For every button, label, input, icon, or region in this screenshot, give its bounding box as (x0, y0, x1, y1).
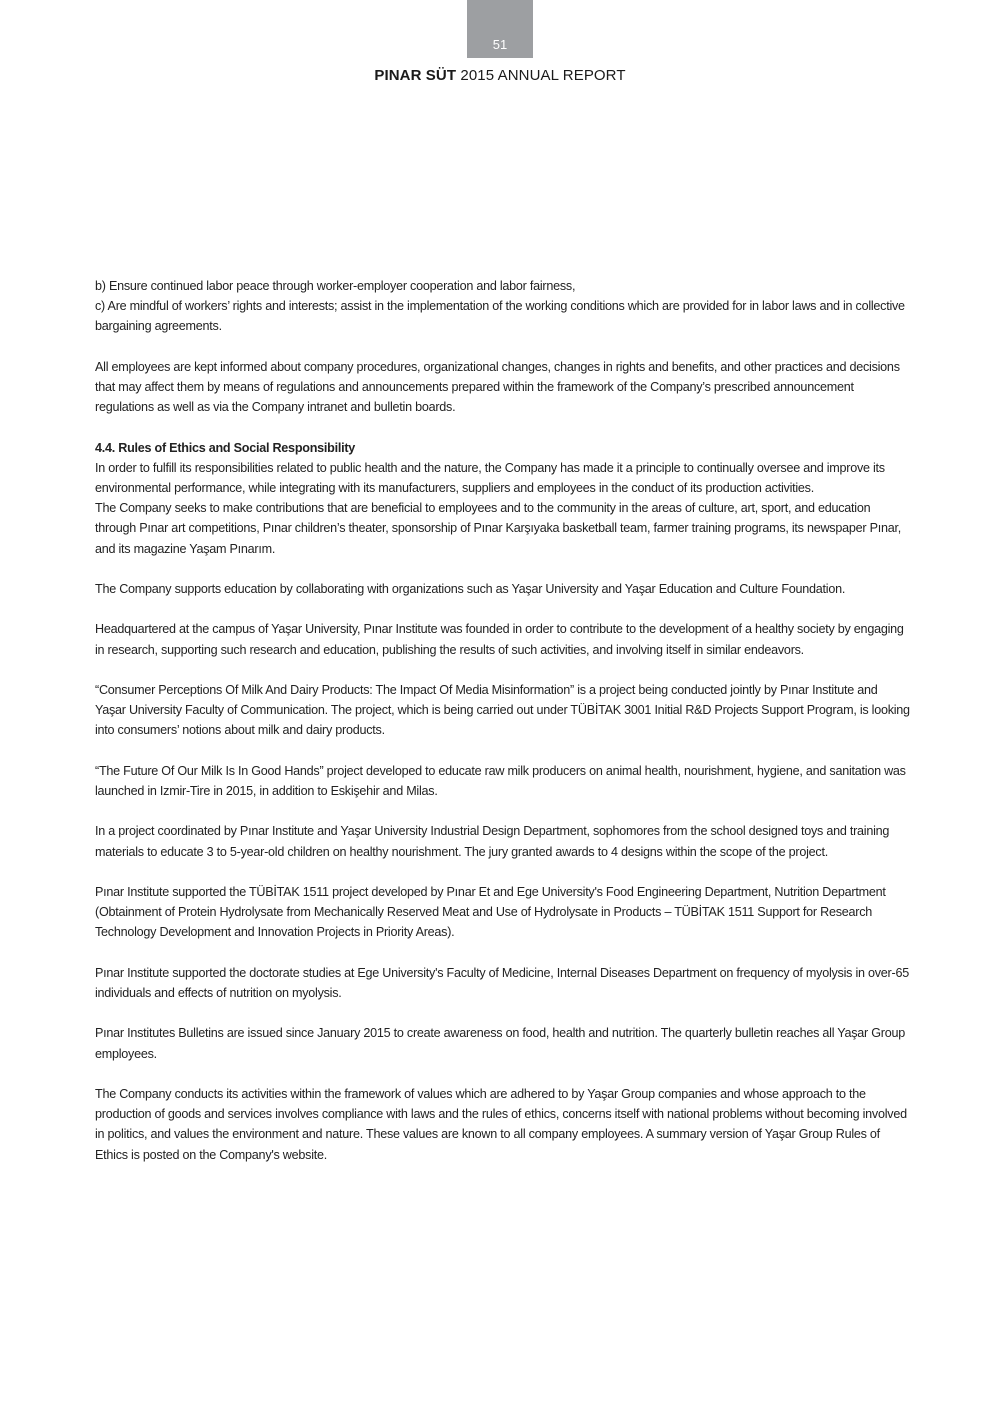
paragraph-design-project: In a project coordinated by Pınar Institute and Yaşar University Industrial Design Department, sophomores from the school designed toys and training materials to educate 3 to 5-year-old children on healthy nourishment. The jury granted awards to 4 designs within the scope of the project. (95, 824, 890, 859)
paragraph-environment: In order to fulfill its responsibilities related to public health and the nature, the Company has made it a principle to continually oversee and improve its environmental performance, while integrating with its manufacturers, suppliers and employees in the conduct of its production activities. (95, 460, 885, 495)
page-number: 51 (492, 37, 508, 52)
paragraph-doctorate: Pınar Institute supported the doctorate studies at Ege University's Faculty of Medicine, Internal Diseases Department on frequency of myolysis in over-65 individuals and effects of nutrition on myolysis. (95, 965, 909, 1000)
paragraph-item-b: b) Ensure continued labor peace through worker-employer cooperation and labor fairness, (95, 279, 576, 293)
paragraph-tubitak: Pınar Institute supported the TÜBİTAK 1511 project developed by Pınar Et and Ege University's Food Engineering Department, Nutrition Department (Obtainment of Protein Hydrolysate from Mechanically Reserved Meat and Use of Hydrolysate in Products – TÜBİTAK 1511 Support for Research Technology Development and Innovation Projects in Priority Areas). (95, 884, 886, 940)
document-body (95, 276, 910, 1185)
page-number-tab (467, 0, 533, 58)
paragraph-employee-information: All employees are kept informed about company procedures, organizational changes, changes in rights and benefits, and other practices and decisions that may affect them by means of regulations and announcements prepared within the framework of the Company’s prescribed announcement regulations as well as via the Company intranet and bulletin boards. (95, 359, 900, 415)
paragraph-consumer-project: “Consumer Perceptions Of Milk And Dairy Products: The Impact Of Media Misinformation” is a project being conducted jointly by Pınar Institute and Yaşar University Faculty of Communication. The project, which is being carried out under TÜBİTAK 3001 Initial R&D Projects Support Program, is looking into consumers’ notions about milk and dairy products. (95, 682, 910, 738)
report-header (0, 67, 1000, 84)
paragraph-bulletins: Pınar Institutes Bulletins are issued since January 2015 to create awareness on food, health and nutrition. The quarterly bulletin reaches all Yaşar Group employees. (95, 1026, 905, 1061)
paragraph-future-milk: “The Future Of Our Milk Is In Good Hands” project developed to educate raw milk producers on animal health, nourishment, hygiene, and sanitation was launched in Izmir-Tire in 2015, in addition to Eskişehir and Milas. (95, 763, 906, 798)
paragraph-item-c: c) Are mindful of workers’ rights and interests; assist in the implementation of the working conditions which are provided for in labor laws and in collective bargaining agreements. (95, 299, 905, 334)
report-brand: PINAR SÜT (374, 67, 457, 84)
section-heading: 4.4. Rules of Ethics and Social Responsibility (95, 440, 356, 455)
paragraph-institute: Headquartered at the campus of Yaşar University, Pınar Institute was founded in order to contribute to the development of a healthy society by engaging in research, supporting such research and education, publishing the results of such activities, and involving itself in similar endeavors. (95, 622, 904, 657)
paragraph-education: The Company supports education by collaborating with organizations such as Yaşar University and Yaşar Education and Culture Foundation. (95, 582, 846, 596)
report-title: 2015 ANNUAL REPORT (460, 67, 626, 84)
paragraph-contributions: The Company seeks to make contributions that are beneficial to employees and to the community in the areas of culture, art, sport, and education through Pınar art competitions, Pınar children’s theater, sponsorship of Pınar Karşıyaka basketball team, farmer training programs, its newspaper Pınar, and its magazine Yaşam Pınarım. (95, 501, 901, 556)
paragraph-values: The Company conducts its activities within the framework of values which are adhered to by Yaşar Group companies and whose approach to the production of goods and services involves compliance with laws and the rules of ethics, concerns itself with national problems without becoming involved in politics, and values the environment and nature. These values are known to all company employees. A summary version of Yaşar Group Rules of Ethics is posted on the Company's website. (95, 1086, 907, 1162)
